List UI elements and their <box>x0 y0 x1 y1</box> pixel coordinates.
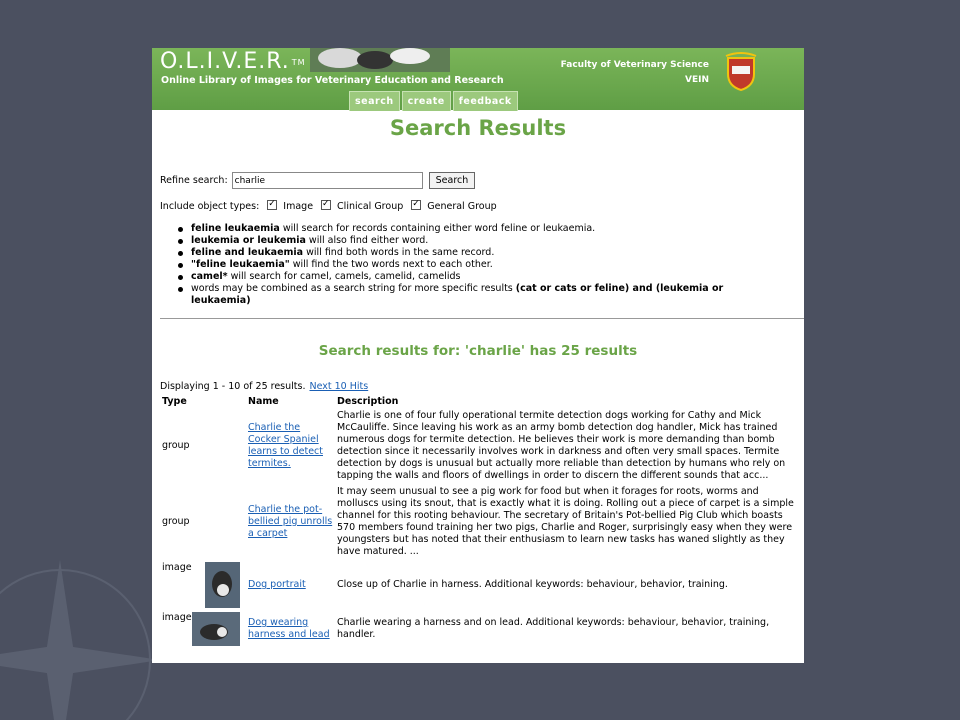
table-header-row <box>160 395 800 408</box>
search-tips-list <box>176 223 776 307</box>
tip-keyword: feline and leukaemia <box>191 247 304 258</box>
faculty-name: Faculty of Veterinary Science <box>560 60 709 70</box>
main-nav <box>349 91 520 110</box>
vein-label: VEIN <box>685 75 709 85</box>
trademark: TM <box>291 57 306 67</box>
dog-thumbnail[interactable] <box>192 612 240 646</box>
list-item <box>176 283 776 307</box>
result-type: group <box>162 516 190 527</box>
dog-portrait-image <box>205 562 240 608</box>
dog-thumbnail[interactable] <box>205 562 240 608</box>
result-description: Charlie is one of four fully operational termite detection dogs working for Cathy and Mick McCauliffe. Since leaving his work as an army bomb detection dog handler, Mick has trained numerous dogs for termite detection. He believes their work is more demanding than bomb detection since it necessarily involves work in darkness and often very small spaces. Termite detection by dogs is unusual but actually more reliable than detection by humans who rely on tapping the walls and floors of dwellings in order to discern the different sounds that acc... <box>337 410 786 481</box>
tip-text: will find both words in the same record. <box>303 247 495 258</box>
table-row <box>160 484 800 560</box>
tip-keyword: (cat or cats or feline) and (leukemia or leukaemia) <box>191 283 724 306</box>
site-logo[interactable] <box>160 49 306 74</box>
result-type-cell <box>160 610 246 648</box>
animals-banner-image <box>310 48 450 72</box>
result-description: Close up of Charlie in harness. Additional keywords: behaviour, behavior, training. <box>337 579 728 590</box>
table-row <box>160 610 800 648</box>
refine-search-row <box>160 172 475 189</box>
object-types-label: Include object types: <box>160 201 260 212</box>
pagination-info <box>160 381 368 392</box>
option-clinical-group: Clinical Group <box>337 201 404 212</box>
tip-keyword: camel* <box>191 271 228 282</box>
display-count: Displaying 1 - 10 of 25 results. <box>160 381 306 392</box>
site-subtitle: Online Library of Images for Veterinary Education and Research <box>161 75 504 86</box>
list-item <box>176 223 776 235</box>
results-table <box>160 395 800 648</box>
browser-page <box>152 48 804 663</box>
result-description: Charlie wearing a harness and on lead. Additional keywords: behaviour, behavior, training, handler. <box>337 617 770 640</box>
result-name-link[interactable]: Charlie the pot-bellied pig unrolls a carpet <box>248 504 333 539</box>
list-item <box>176 271 776 283</box>
tip-text: words may be combined as a search string for more specific results <box>191 283 516 294</box>
university-crest-icon <box>724 52 758 92</box>
site-banner <box>152 48 804 110</box>
refine-label: Refine search: <box>160 175 228 186</box>
list-item <box>176 235 776 247</box>
option-general-group: General Group <box>427 201 497 212</box>
nav-create[interactable]: create <box>402 91 451 111</box>
result-type: image <box>162 562 192 573</box>
list-item <box>176 247 776 259</box>
checkbox-clinical-group[interactable]: ✓ <box>322 198 330 209</box>
result-name-link[interactable]: Dog wearing harness and lead <box>248 617 330 640</box>
object-types-row <box>160 198 497 212</box>
nav-search[interactable]: search <box>349 91 400 111</box>
next-hits-link[interactable]: Next 10 Hits <box>309 381 369 392</box>
checkbox-general-group[interactable]: ✓ <box>412 198 420 209</box>
page-title: Search Results <box>389 116 567 140</box>
column-header-description: Description <box>337 396 399 407</box>
result-name-link[interactable]: Charlie the Cocker Spaniel learns to detect termites. <box>248 422 323 469</box>
list-item <box>176 259 776 271</box>
result-type-cell <box>160 560 246 610</box>
table-row <box>160 408 800 484</box>
tip-text: will find the two words next to each other. <box>289 259 493 270</box>
tip-keyword: leukemia or leukemia <box>191 235 306 246</box>
dog-harness-image <box>192 612 240 646</box>
result-type: image <box>162 612 192 623</box>
column-header-name: Name <box>248 396 279 407</box>
checkbox-image[interactable]: ✓ <box>268 198 276 209</box>
column-header-type: Type <box>162 396 187 407</box>
table-row <box>160 560 800 610</box>
result-description: It may seem unusual to see a pig work for food but when it forages for roots, worms and molluscs using its snout, that is exactly what it is doing. Rolling out a piece of carpet is a simple channel for this rooting behaviour. The secretary of Britain's Pot-bellied Pig Club which boasts 570 members found training her two pigs, Charlie and Roger, surprisingly easy when they were youngsters but has noted that their enthusiasm to learn new tasks has waned slightly as they have matured. ... <box>337 486 794 557</box>
search-button[interactable]: Search <box>429 172 476 189</box>
search-input[interactable] <box>232 172 423 189</box>
tip-keyword: feline leukaemia <box>191 223 280 234</box>
tip-text: will search for records containing either word feline or leukaemia. <box>279 223 596 234</box>
result-name-link[interactable]: Dog portrait <box>248 579 306 590</box>
option-image: Image <box>283 201 314 212</box>
tip-text: will search for camel, camels, camelid, camelids <box>227 271 461 282</box>
divider <box>160 318 804 319</box>
results-heading: Search results for: 'charlie' has 25 results <box>318 343 638 359</box>
tip-text: will also find either word. <box>305 235 429 246</box>
brand-text: O.L.I.V.E.R. <box>160 49 290 74</box>
tip-keyword: "feline leukaemia" <box>191 259 290 270</box>
nav-feedback[interactable]: feedback <box>453 91 518 111</box>
result-type: group <box>162 440 190 451</box>
